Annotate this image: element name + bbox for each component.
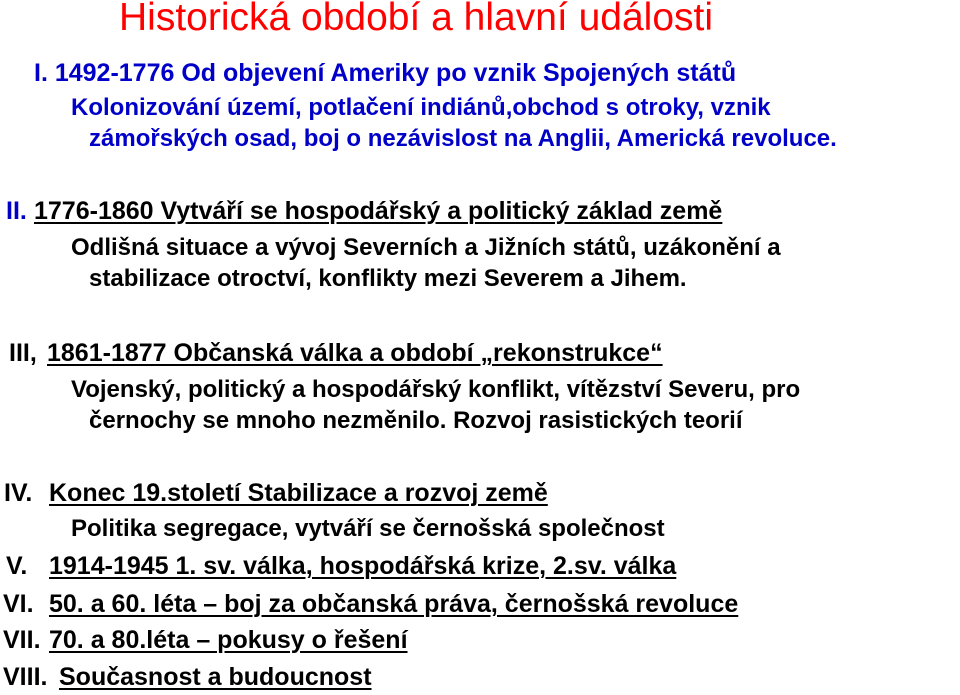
page-title: Historická období a hlavní události	[119, 0, 714, 39]
period-3-description-line-1: Vojenský, politický a hospodářský konflikt, vítězství Severu, pro	[71, 376, 801, 403]
period-8-numeral: VIII.	[3, 663, 48, 691]
period-4-description-line-1: Politika segregace, vytváří se černošská společnost	[71, 515, 665, 542]
period-3-heading: 1861-1877 Občanská válka a období „rekonstrukce“	[47, 339, 663, 367]
period-4-heading: Konec 19.století Stabilizace a rozvoj země	[49, 479, 548, 507]
period-7-heading: 70. a 80.léta – pokusy o řešení	[49, 626, 408, 654]
period-2-description-line-2: stabilizace otroctví, konflikty mezi Severem a Jihem.	[89, 265, 687, 292]
period-1-description-line-2: zámořských osad, boj o nezávislost na Anglii, Americká revoluce.	[89, 125, 837, 152]
period-8-heading: Současnost a budoucnost	[59, 663, 372, 691]
period-5-heading: 1914-1945 1. sv. válka, hospodářská krize, 2.sv. válka	[49, 552, 677, 580]
period-2-heading: 1776-1860 Vytváří se hospodářský a politický základ země	[34, 197, 723, 225]
period-1-description-line-1: Kolonizování území, potlačení indiánů,obchod s otroky, vznik	[71, 94, 771, 121]
period-2-numeral: II.	[6, 197, 27, 225]
period-3-description-line-2: černochy se mnoho nezměnilo. Rozvoj rasistických teorií	[89, 407, 743, 434]
period-7-numeral: VII.	[3, 626, 41, 654]
period-6-numeral: VI.	[3, 590, 34, 618]
period-2-description-line-1: Odlišná situace a vývoj Severních a Jižních států, uzákonění a	[71, 234, 781, 261]
period-6-heading: 50. a 60. léta – boj za občanská práva, černošská revoluce	[49, 590, 739, 618]
period-1-heading: I. 1492-1776 Od objevení Ameriky po vznik Spojených států	[34, 59, 737, 87]
period-3-numeral: III,	[9, 339, 37, 367]
period-4-numeral: IV.	[4, 479, 33, 507]
period-5-numeral: V.	[6, 552, 28, 580]
